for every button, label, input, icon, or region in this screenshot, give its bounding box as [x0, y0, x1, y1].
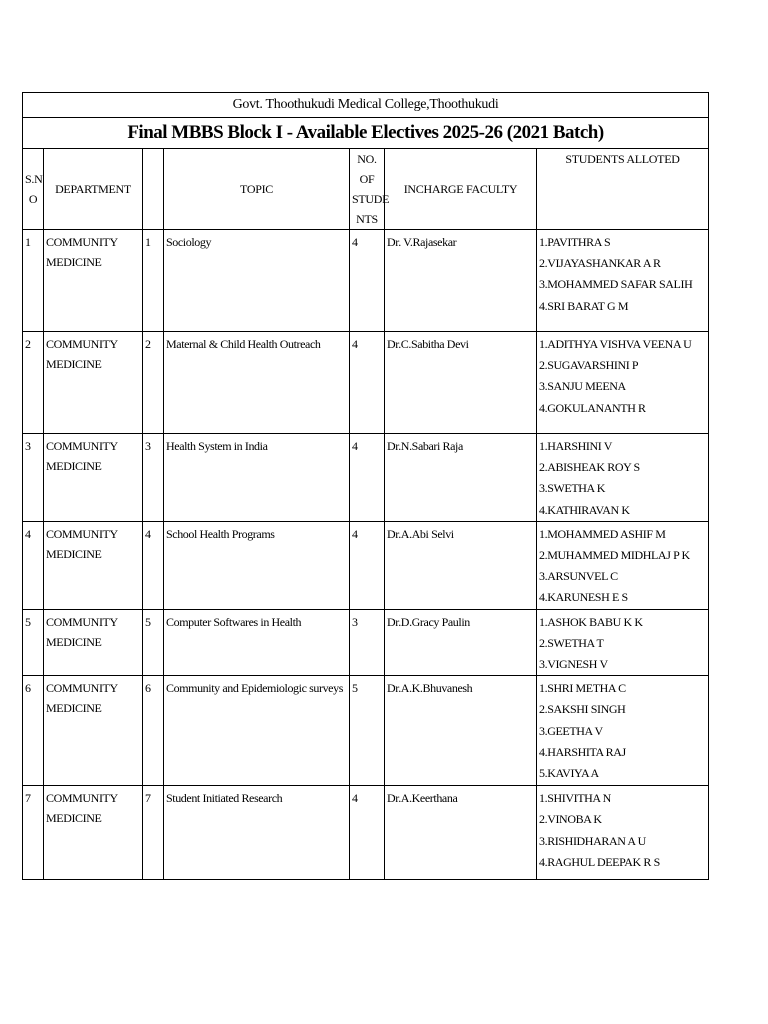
- students-cell: [537, 230, 709, 332]
- page-title: Final MBBS Block I - Available Electives 2025-26 (2021 Batch): [23, 118, 709, 149]
- students-cell: [537, 521, 709, 609]
- department-cell: COMMUNITY MEDICINE: [44, 609, 143, 676]
- table-row: [23, 676, 709, 786]
- faculty-cell: Dr.A.K.Bhuvanesh: [385, 676, 537, 786]
- student-name: 4.KARUNESH E S: [539, 590, 628, 605]
- student-name: 4.HARSHITA RAJ: [539, 744, 626, 759]
- table-row: [23, 521, 709, 609]
- department-cell: COMMUNITY MEDICINE: [44, 521, 143, 609]
- student-name: 4.RAGHUL DEEPAK R S: [539, 854, 660, 869]
- sno-cell: 7: [23, 786, 44, 880]
- student-name: 3.GEETHA V: [539, 723, 603, 738]
- student-name: 1.SHIVITHA N: [539, 791, 611, 806]
- electives-table: [22, 92, 709, 880]
- header-row: [23, 149, 709, 230]
- topic-cell: Computer Softwares in Health: [164, 609, 350, 676]
- faculty-cell: Dr.C.Sabitha Devi: [385, 332, 537, 434]
- student-name: 4.GOKULANANTH R: [539, 400, 646, 415]
- topic-number-cell: 2: [143, 332, 164, 434]
- header-faculty: INCHARGE FACULTY: [385, 149, 537, 230]
- student-name: 1.PAVITHRA S: [539, 235, 611, 249]
- college-name: Govt. Thoothukudi Medical College,Thoothukudi: [23, 93, 709, 118]
- sno-cell: 2: [23, 332, 44, 434]
- student-name: 2.ABISHEAK ROY S: [539, 460, 640, 475]
- electives-sheet: [22, 92, 708, 880]
- student-name: 4.SRI BARAT G M: [539, 298, 629, 313]
- student-name: 2.SUGAVARSHINI P: [539, 358, 639, 373]
- topic-cell: Community and Epidemiologic surveys: [164, 676, 350, 786]
- header-blank: [143, 149, 164, 230]
- student-name: 3.RISHIDHARAN A U: [539, 833, 646, 848]
- department-cell: COMMUNITY MEDICINE: [44, 676, 143, 786]
- topic-number-cell: 1: [143, 230, 164, 332]
- student-name: 3.VIGNESH V: [539, 657, 608, 672]
- sno-cell: 5: [23, 609, 44, 676]
- header-students: STUDENTS ALLOTED: [537, 149, 709, 230]
- sno-cell: 6: [23, 676, 44, 786]
- student-count-cell: 3: [350, 609, 385, 676]
- table-row: [23, 786, 709, 880]
- topic-number-cell: 5: [143, 609, 164, 676]
- students-cell: [537, 332, 709, 434]
- header-topic: TOPIC: [164, 149, 350, 230]
- student-name: 1.ADITHYA VISHVA VEENA U: [539, 337, 692, 351]
- student-name: 2.MUHAMMED MIDHLAJ P K: [539, 548, 690, 563]
- faculty-cell: Dr.A.Keerthana: [385, 786, 537, 880]
- department-cell: COMMUNITY MEDICINE: [44, 230, 143, 332]
- student-count-cell: 4: [350, 521, 385, 609]
- sno-cell: 4: [23, 521, 44, 609]
- student-name: 5.KAVIYA A: [539, 766, 599, 781]
- student-name: 3.ARSUNVEL C: [539, 569, 618, 584]
- students-cell: [537, 786, 709, 880]
- student-count-cell: 4: [350, 230, 385, 332]
- student-name: 2.VINOBA K: [539, 812, 602, 827]
- student-name: 1.SHRI METHA C: [539, 681, 626, 696]
- department-cell: COMMUNITY MEDICINE: [44, 434, 143, 522]
- topic-cell: School Health Programs: [164, 521, 350, 609]
- topic-cell: Student Initiated Research: [164, 786, 350, 880]
- student-name: 1.HARSHINI V: [539, 439, 612, 453]
- topic-cell: Maternal & Child Health Outreach: [164, 332, 350, 434]
- header-num-students: NO. OF STUDE NTS: [350, 149, 385, 230]
- sno-cell: 3: [23, 434, 44, 522]
- faculty-cell: Dr. V.Rajasekar: [385, 230, 537, 332]
- topic-number-cell: 4: [143, 521, 164, 609]
- student-name: 2.SAKSHI SINGH: [539, 702, 626, 717]
- student-count-cell: 4: [350, 434, 385, 522]
- faculty-cell: Dr.A.Abi Selvi: [385, 521, 537, 609]
- topic-cell: Health System in India: [164, 434, 350, 522]
- student-name: 3.SANJU MEENA: [539, 379, 626, 394]
- topic-cell: Sociology: [164, 230, 350, 332]
- student-name: 4.KATHIRAVAN K: [539, 502, 630, 517]
- topic-number-cell: 3: [143, 434, 164, 522]
- topic-number-cell: 7: [143, 786, 164, 880]
- department-cell: COMMUNITY MEDICINE: [44, 786, 143, 880]
- header-sno: S.N O: [23, 149, 44, 230]
- student-name: 2.VIJAYASHANKAR A R: [539, 256, 661, 271]
- faculty-cell: Dr.N.Sabari Raja: [385, 434, 537, 522]
- student-name: 3.MOHAMMED SAFAR SALIH: [539, 277, 693, 292]
- students-cell: [537, 434, 709, 522]
- topic-number-cell: 6: [143, 676, 164, 786]
- table-row: [23, 609, 709, 676]
- student-name: 2.SWETHA T: [539, 635, 604, 650]
- student-name: 1.MOHAMMED ASHIF M: [539, 526, 666, 541]
- student-name: 1.ASHOK BABU K K: [539, 614, 643, 629]
- student-count-cell: 4: [350, 332, 385, 434]
- header-department: DEPARTMENT: [44, 149, 143, 230]
- students-cell: [537, 609, 709, 676]
- students-cell: [537, 676, 709, 786]
- student-count-cell: 4: [350, 786, 385, 880]
- student-name: 3.SWETHA K: [539, 481, 605, 496]
- student-count-cell: 5: [350, 676, 385, 786]
- department-cell: COMMUNITY MEDICINE: [44, 332, 143, 434]
- faculty-cell: Dr.D.Gracy Paulin: [385, 609, 537, 676]
- sno-cell: 1: [23, 230, 44, 332]
- table-row: [23, 332, 709, 434]
- table-row: [23, 230, 709, 332]
- table-row: [23, 434, 709, 522]
